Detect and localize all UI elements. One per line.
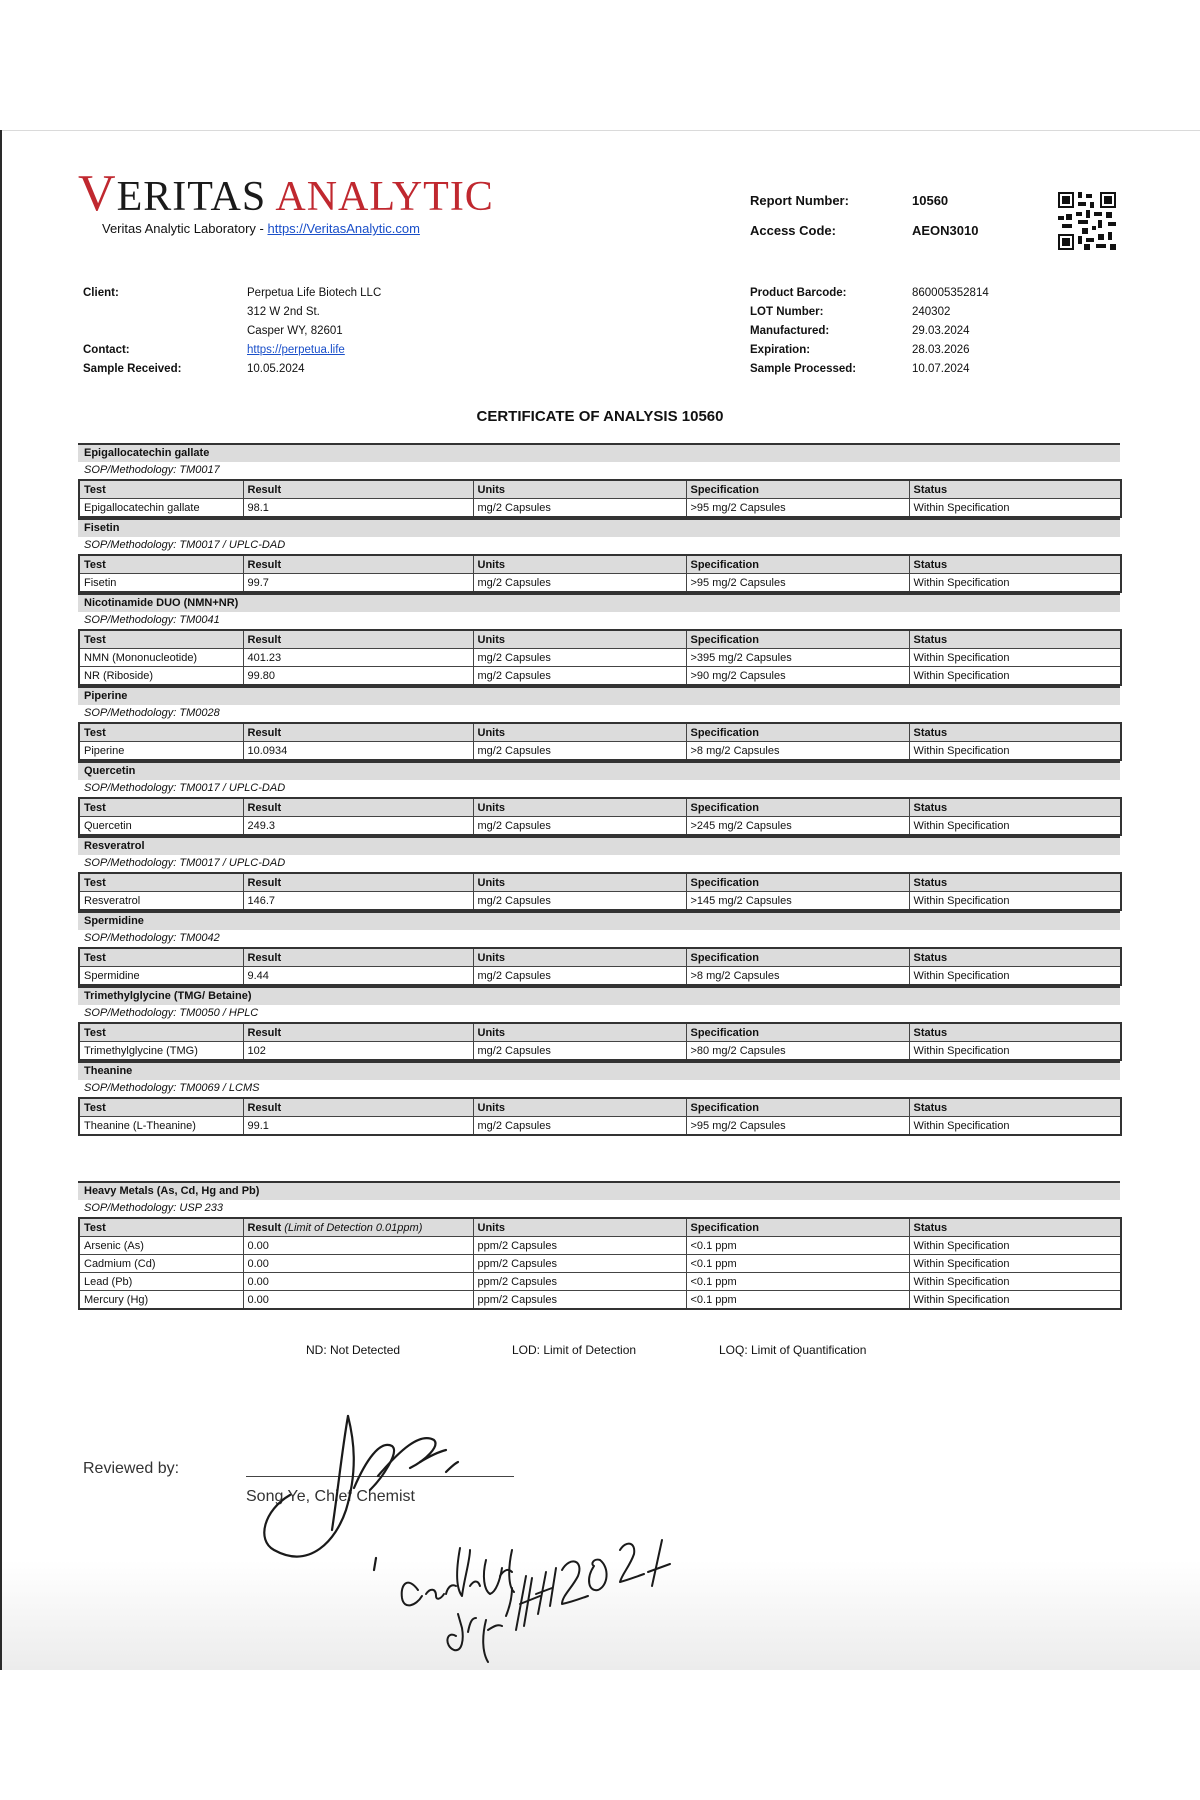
column-test: Test [79,798,243,817]
cell-result: 98.1 [243,499,473,518]
cell-status: Within Specification [909,1273,1121,1291]
qr-code-icon[interactable] [1058,192,1116,250]
cell-result: 249.3 [243,817,473,836]
heavy-metals-table [78,1217,1122,1310]
section-methodology: SOP/Methodology: TM0017 [84,464,220,476]
column-result: Result [243,798,473,817]
column-test: Test [79,873,243,892]
lab-website-link[interactable]: https://VeritasAnalytic.com [267,221,420,236]
cell-result: 0.00 [243,1273,473,1291]
table-header-row [79,480,1121,499]
column-units: Units [473,555,686,574]
cell-units: ppm/2 Capsules [473,1291,686,1310]
section-heading: Heavy Metals (As, Cd, Hg and Pb) [78,1181,1120,1200]
column-status: Status [909,1218,1121,1237]
cell-status: Within Specification [909,667,1121,686]
sample-received-label: Sample Received: [83,362,182,375]
client-address-line-2: Casper WY, 82601 [247,324,343,337]
section-methodology: SOP/Methodology: TM0017 / UPLC-DAD [84,857,286,869]
section-heading: Epigallocatechin gallate [78,443,1120,462]
section-heading: Spermidine [78,911,1120,930]
cell-status: Within Specification [909,1117,1121,1136]
table-row [79,1117,1121,1136]
report-number: 10560 [912,193,949,208]
column-status: Status [909,873,1121,892]
sample-processed-date: 10.07.2024 [912,362,970,375]
manufactured-date: 29.03.2024 [912,324,970,337]
logo-word-2: ANALYTIC [275,174,494,220]
results-table [78,797,1122,836]
cell-specification: >245 mg/2 Capsules [686,817,909,836]
table-header-row [79,1218,1121,1237]
column-result [243,1218,473,1237]
cell-test: Epigallocatechin gallate [79,499,243,518]
column-result: Result [243,1023,473,1042]
column-status: Status [909,798,1121,817]
section-heading: Nicotinamide DUO (NMN+NR) [78,593,1120,612]
column-units: Units [473,1098,686,1117]
column-units: Units [473,480,686,499]
product-info [750,283,989,378]
table-row [79,574,1121,593]
cell-units: mg/2 Capsules [473,742,686,761]
cell-specification: >90 mg/2 Capsules [686,667,909,686]
manufactured-label: Manufactured: [750,324,830,337]
cell-result: 99.1 [243,1117,473,1136]
cell-units: mg/2 Capsules [473,667,686,686]
cell-status: Within Specification [909,1291,1121,1310]
product-barcode: 860005352814 [912,286,989,299]
section-methodology: SOP/Methodology: TM0050 / HPLC [84,1007,259,1019]
column-result-label: Result [247,1221,282,1234]
cell-result: 401.23 [243,649,473,667]
client-name: Perpetua Life Biotech LLC [247,286,382,299]
client-info [83,283,381,378]
column-specification: Specification [686,1218,909,1237]
column-test: Test [79,1023,243,1042]
cell-specification: >395 mg/2 Capsules [686,649,909,667]
legend-lod: LOD: Limit of Detection [512,1343,637,1357]
cell-test: Cadmium (Cd) [79,1255,243,1273]
access-code-label: Access Code: [750,223,836,238]
heavy-metals-section [78,1181,1120,1310]
cell-status: Within Specification [909,499,1121,518]
lab-subtitle [78,221,494,236]
cell-specification: >95 mg/2 Capsules [686,574,909,593]
table-header-row [79,1023,1121,1042]
results-table [78,1022,1122,1061]
cell-units: mg/2 Capsules [473,817,686,836]
table-header-row [79,723,1121,742]
lot-number: 240302 [912,305,951,318]
cell-result: 9.44 [243,967,473,986]
column-status: Status [909,948,1121,967]
table-row [79,1237,1121,1255]
column-units: Units [473,1023,686,1042]
table-row [79,649,1121,667]
analysis-sections [78,443,1120,1136]
expiration-label: Expiration: [750,343,811,356]
lod-note: (Limit of Detection 0.01ppm) [284,1221,423,1234]
expiration-date: 28.03.2026 [912,343,970,356]
cell-status: Within Specification [909,1237,1121,1255]
legend-loq: LOQ: Limit of Quantification [719,1343,867,1357]
column-specification: Specification [686,555,909,574]
logo-v: V [78,165,117,222]
table-row [79,1273,1121,1291]
section-methodology: SOP/Methodology: TM0042 [84,932,220,944]
cell-specification: >95 mg/2 Capsules [686,1117,909,1136]
table-row [79,1042,1121,1061]
column-specification: Specification [686,630,909,649]
section-heading: Fisetin [78,518,1120,537]
column-specification: Specification [686,873,909,892]
column-result: Result [243,630,473,649]
lot-label: LOT Number: [750,305,824,318]
column-test: Test [79,630,243,649]
column-test: Test [79,723,243,742]
page-edge [0,130,2,1670]
column-units: Units [473,798,686,817]
section-methodology: SOP/Methodology: TM0041 [84,614,220,626]
cell-status: Within Specification [909,817,1121,836]
cell-specification: >145 mg/2 Capsules [686,892,909,911]
column-result: Result [243,948,473,967]
table-row [79,1291,1121,1310]
table-header-row [79,1098,1121,1117]
results-table [78,1097,1122,1136]
column-status: Status [909,480,1121,499]
cell-test: Resveratrol [79,892,243,911]
table-header-row [79,798,1121,817]
column-status: Status [909,555,1121,574]
cell-status: Within Specification [909,1042,1121,1061]
barcode-label: Product Barcode: [750,286,847,299]
column-units: Units [473,630,686,649]
certificate-title: CERTIFICATE OF ANALYSIS 10560 [476,408,724,425]
column-result: Result [243,873,473,892]
cell-test: Trimethylglycine (TMG) [79,1042,243,1061]
column-result: Result [243,480,473,499]
cell-units: mg/2 Capsules [473,1117,686,1136]
client-label: Client: [83,286,119,299]
legend-nd: ND: Not Detected [306,1343,401,1357]
table-header-row [79,948,1121,967]
cell-test: Fisetin [79,574,243,593]
cell-status: Within Specification [909,574,1121,593]
column-test: Test [79,480,243,499]
cell-specification: <0.1 ppm [686,1237,909,1255]
section-methodology: SOP/Methodology: USP 233 [84,1202,224,1214]
cell-status: Within Specification [909,742,1121,761]
cell-units: mg/2 Capsules [473,649,686,667]
section-methodology: SOP/Methodology: TM0017 / UPLC-DAD [84,539,286,551]
lab-logo [78,165,494,236]
cell-specification: <0.1 ppm [686,1273,909,1291]
cell-units: mg/2 Capsules [473,499,686,518]
sample-processed-label: Sample Processed: [750,362,857,375]
contact-label: Contact: [83,343,130,356]
section-heading: Theanine [78,1061,1120,1080]
cell-result: 146.7 [243,892,473,911]
table-row [79,742,1121,761]
table-row [79,967,1121,986]
results-table [78,554,1122,593]
table-row [79,1255,1121,1273]
cell-test: Arsenic (As) [79,1237,243,1255]
section-heading: Resveratrol [78,836,1120,855]
access-code: AEON3010 [912,223,979,238]
cell-specification: <0.1 ppm [686,1255,909,1273]
column-specification: Specification [686,480,909,499]
cell-test: Theanine (L-Theanine) [79,1117,243,1136]
cell-result: 0.00 [243,1291,473,1310]
cell-result: 0.00 [243,1237,473,1255]
column-specification: Specification [686,1098,909,1117]
results-table [78,479,1122,518]
cell-specification: >80 mg/2 Capsules [686,1042,909,1061]
column-test: Test [79,1098,243,1117]
cell-units: mg/2 Capsules [473,967,686,986]
table-row [79,667,1121,686]
table-row [79,817,1121,836]
cell-status: Within Specification [909,967,1121,986]
cell-test: Spermidine [79,967,243,986]
column-result: Result [243,723,473,742]
cell-result: 10.0934 [243,742,473,761]
column-units: Units [473,1218,686,1237]
section-methodology: SOP/Methodology: TM0069 / LCMS [84,1082,260,1094]
section-heading: Piperine [78,686,1120,705]
cell-units: mg/2 Capsules [473,574,686,593]
results-table [78,872,1122,911]
section-heading: Trimethylglycine (TMG/ Betaine) [78,986,1120,1005]
handwritten-signature [250,1400,700,1680]
reviewed-by-label: Reviewed by: [83,1460,180,1477]
results-table [78,629,1122,686]
report-number-label: Report Number: [750,193,849,208]
column-units: Units [473,948,686,967]
cell-specification: <0.1 ppm [686,1291,909,1310]
cell-result: 102 [243,1042,473,1061]
logo-wordmark [78,165,494,222]
results-table [78,947,1122,986]
cell-status: Within Specification [909,1255,1121,1273]
column-status: Status [909,1098,1121,1117]
column-test: Test [79,1218,243,1237]
column-status: Status [909,630,1121,649]
column-test: Test [79,555,243,574]
table-header-row [79,555,1121,574]
column-status: Status [909,1023,1121,1042]
column-specification: Specification [686,1023,909,1042]
section-methodology: SOP/Methodology: TM0028 [84,707,220,719]
column-test: Test [79,948,243,967]
sample-received-date: 10.05.2024 [247,362,305,375]
cell-units: mg/2 Capsules [473,892,686,911]
logo-word-1: ERITAS [116,174,267,220]
cell-units: ppm/2 Capsules [473,1255,686,1273]
cell-units: ppm/2 Capsules [473,1237,686,1255]
section-methodology: SOP/Methodology: TM0017 / UPLC-DAD [84,782,286,794]
signer-name: Song Ye, Chief Chemist [246,1488,415,1505]
column-specification: Specification [686,723,909,742]
cell-test: Quercetin [79,817,243,836]
cell-specification: >8 mg/2 Capsules [686,967,909,986]
column-specification: Specification [686,798,909,817]
cell-specification: >8 mg/2 Capsules [686,742,909,761]
table-header-row [79,873,1121,892]
cell-test: Lead (Pb) [79,1273,243,1291]
client-address-line-1: 312 W 2nd St. [247,305,320,318]
table-row [79,499,1121,518]
table-row [79,892,1121,911]
column-result: Result [243,555,473,574]
column-specification: Specification [686,948,909,967]
cell-test: Mercury (Hg) [79,1291,243,1310]
cell-result: 99.7 [243,574,473,593]
cell-test: NR (Riboside) [79,667,243,686]
lab-name: Veritas Analytic Laboratory - [102,221,268,236]
column-units: Units [473,873,686,892]
cell-units: mg/2 Capsules [473,1042,686,1061]
column-units: Units [473,723,686,742]
cell-result: 99.80 [243,667,473,686]
table-header-row [79,630,1121,649]
cell-test: NMN (Mononucleotide) [79,649,243,667]
cell-test: Piperine [79,742,243,761]
cell-specification: >95 mg/2 Capsules [686,499,909,518]
contact-link[interactable]: https://perpetua.life [247,343,345,356]
cell-units: ppm/2 Capsules [473,1273,686,1291]
results-table [78,722,1122,761]
cell-status: Within Specification [909,649,1121,667]
report-info [750,193,978,253]
section-heading: Quercetin [78,761,1120,780]
cell-result: 0.00 [243,1255,473,1273]
cell-status: Within Specification [909,892,1121,911]
column-result: Result [243,1098,473,1117]
column-status: Status [909,723,1121,742]
